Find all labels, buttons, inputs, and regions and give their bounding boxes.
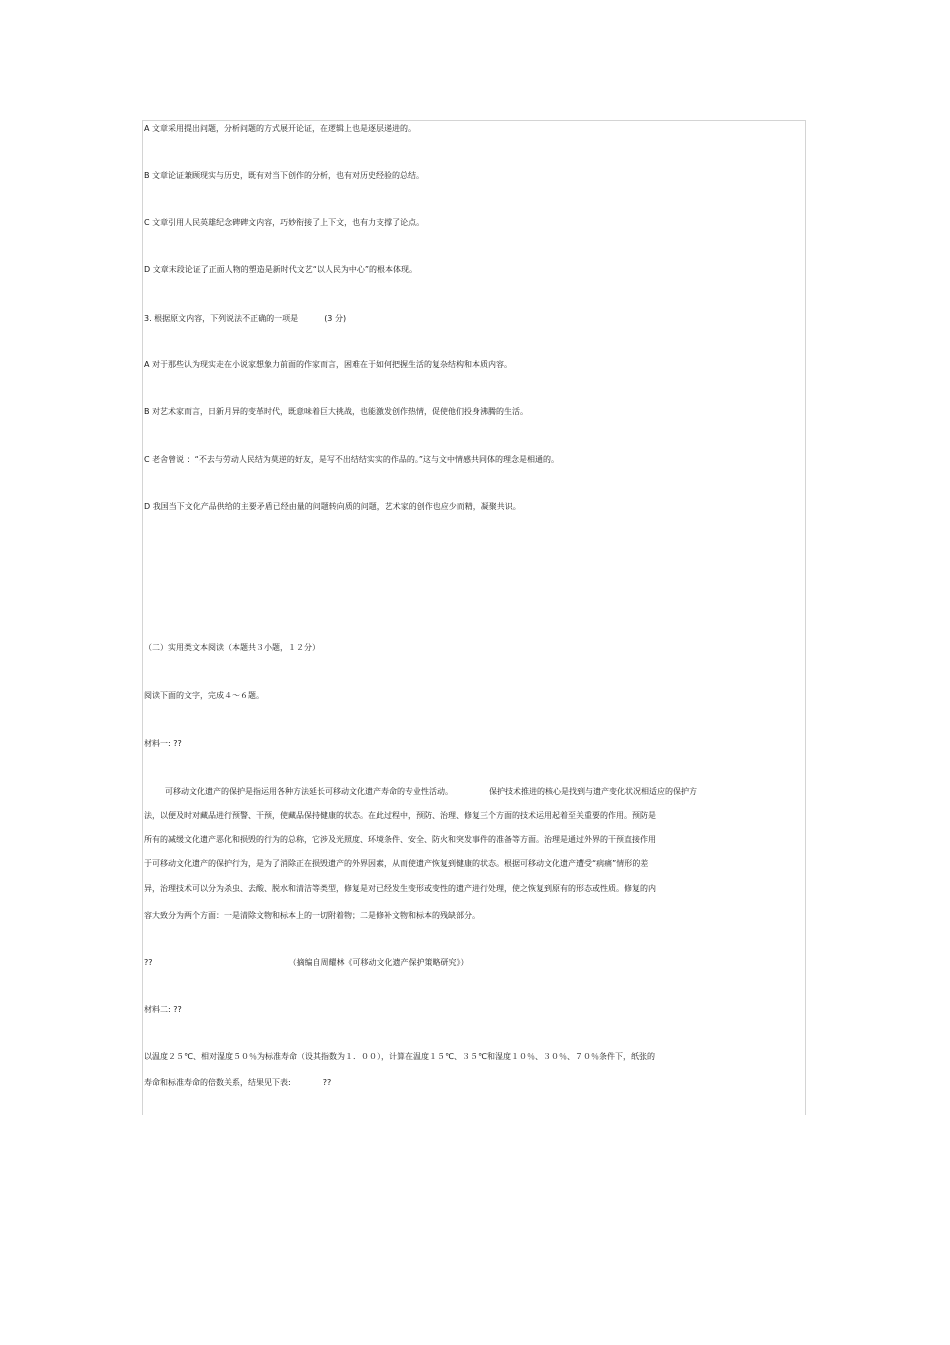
material1-text-1a: 可移动文化遗产的保护是指运用各种方法延长可移动文化遗产寿命的专业性活动。 (165, 787, 453, 796)
material1-line-6: 容大致分为两个方面：一是清除文物和标本上的一切附着物；二是修补文物和标本的残缺部分。 (144, 911, 480, 920)
material1-source: （摘编自周耀林《可移动文化遗产保护策略研究》） (288, 958, 469, 967)
q2-option-d: D 文章末段论证了正面人物的塑造是新时代文艺“以人民为中心”的根本体现。 (144, 265, 417, 274)
material1-source-line (144, 958, 469, 968)
material1-line-1 (165, 787, 697, 797)
q3-score: (3 分) (324, 314, 347, 323)
material1-line-3: 所有的减缓文化遗产恶化和损毁的行为的总称，它涉及光照度、环境条件、安全、防火和突发事件的准备等方面。治理是通过外界的干预直接作用 (144, 835, 656, 844)
material1-label: 材料一: ?? (144, 739, 182, 748)
source-prefix: ?? (144, 958, 153, 967)
q3-option-b: B 对艺术家而言，日新月异的变革时代，既意味着巨大挑战，也能激发创作热情，促使他们投身沸腾的生活。 (144, 407, 529, 416)
material1-line-2: 法，以便及时对藏品进行预警、干预，使藏品保持健康的状态。在此过程中，预防、治理、修复三个方面的技术运用起着至关重要的作用。预防是 (144, 811, 656, 820)
material1-text-1b: 保护技术推进的核心是找到与遗产变化状况相适应的保护方 (489, 787, 697, 796)
q3-stem-line (144, 314, 346, 324)
material2-label: 材料二: ?? (144, 1005, 182, 1014)
q2-option-a: A 文章采用提出问题，分析问题的方式展开论证，在逻辑上也是逐层递进的。 (144, 124, 417, 133)
material1-line-4: 于可移动文化遗产的保护行为，是为了消除正在损毁遗产的外界因素，从而使遗产恢复到健康的状态。根据可移动文化遗产遭受“病痛”情形的差 (144, 859, 649, 868)
q3-stem: 3. 根据原文内容，下列说法不正确的一项是 (144, 314, 299, 323)
material2-line-1: 以温度２５℃、相对湿度５０％为标准寿命（设其指数为１．００），计算在温度１５℃、３５℃和湿度１０％、３０％、７０％条件下，纸张的 (144, 1052, 655, 1061)
material2-tail: ?? (322, 1078, 332, 1087)
q3-option-a: A 对于那些认为现实走在小说家想象力前面的作家而言，困难在于如何把握生活的复杂结构和本质内容。 (144, 360, 513, 369)
material1-line-5: 异，治理技术可以分为杀虫、去酸、脱水和清洁等类型，修复是对已经发生变形或变性的遗产进行处理，使之恢复到原有的形态或性质。修复的内 (144, 884, 656, 893)
q3-option-c: C 老舍曾说 ：“不去与劳动人民结为莫逆的好友，是写不出结结实实的作品的。”这与文中情感共同体的理念是相通的。 (144, 455, 559, 464)
q3-option-d: D 我国当下文化产品供给的主要矛盾已经由量的问题转向质的问题，艺术家的创作也应少而精，凝聚共识。 (144, 502, 521, 511)
q2-option-b: B 文章论证兼顾现实与历史，既有对当下创作的分析，也有对历史经验的总结。 (144, 171, 425, 180)
material2-text-2: 寿命和标准寿命的倍数关系，结果见下表: (144, 1078, 291, 1087)
material2-line-2 (144, 1078, 331, 1088)
section2-instruction: 阅读下面的文字，完成４～６题。 (144, 691, 264, 700)
section2-heading: （二）实用类文本阅读（本题共３小题，１２分） (144, 643, 320, 652)
q2-option-c: C 文章引用人民英雄纪念碑碑文内容，巧妙衔接了上下文，也有力支撑了论点。 (144, 218, 425, 227)
